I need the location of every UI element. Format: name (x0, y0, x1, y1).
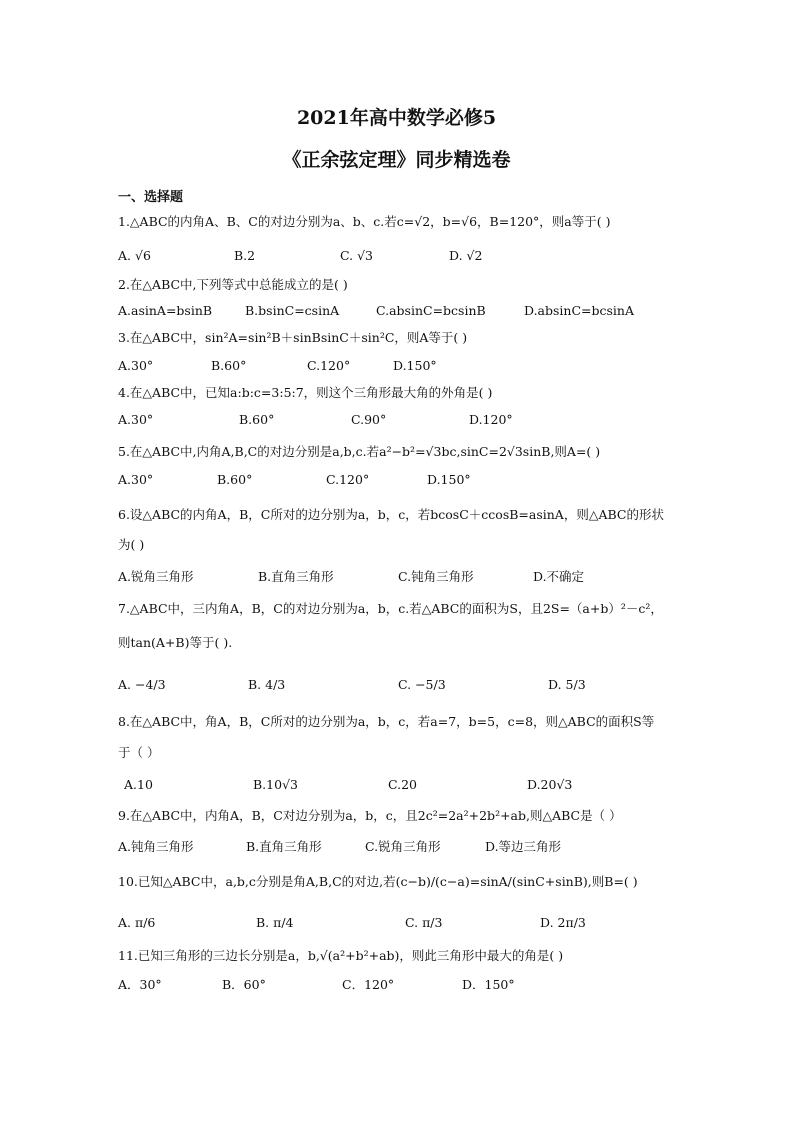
question-2-option-d: D.absinC=bcsinA (524, 303, 634, 318)
question-7-stem: 7.△ABC中，三内角A，B，C的对边分别为a，b，c.若△ABC的面积为S，且2S=（a+b）²－c²， (118, 601, 663, 616)
question-7-option-c: C. −5/3 (398, 677, 446, 692)
question-7-option-d: D. 5/3 (548, 677, 586, 692)
question-1-stem: 1.△ABC的内角A、B、C的对边分别为a、b、c.若c=√2，b=√6，B=120°，则a等于( ) (118, 214, 611, 229)
question-11-stem: 11.已知三角形的三边长分别是a，b,√(a²+b²+ab)，则此三角形中最大的角是( ) (118, 948, 564, 963)
question-5-option-b: B.60° (217, 472, 253, 487)
question-6-stem: 6.设△ABC的内角A，B，C所对的边分别为a，b，c，若bcosC＋ccosB=asinA，则△ABC的形状 (118, 507, 664, 522)
question-10-option-d: D. 2π/3 (540, 915, 586, 930)
question-11-option-a: A．30° (118, 977, 162, 992)
section-heading: 一、选择题 (118, 190, 184, 205)
question-3-stem: 3.在△ABC中，sin²A=sin²B＋sinBsinC＋sin²C，则A等于( ) (118, 330, 468, 345)
question-6-option-b: B.直角三角形 (258, 569, 334, 584)
question-8-option-a: A.10 (124, 777, 153, 792)
question-9-option-b: B.直角三角形 (246, 839, 322, 854)
question-9-option-c: C.锐角三角形 (365, 839, 441, 854)
question-4-option-c: C.90° (351, 412, 387, 427)
question-7-option-a: A. −4/3 (118, 677, 166, 692)
question-4-option-a: A.30° (118, 412, 154, 427)
question-3-option-d: D.150° (393, 358, 437, 373)
question-4-option-b: B.60° (239, 412, 275, 427)
question-11-option-b: B．60° (222, 977, 266, 992)
question-1-option-a: A. √6 (118, 248, 151, 263)
question-9-stem: 9.在△ABC中，内角A，B，C对边分别为a，b，c，且2c²=2a²+2b²+ab,则△ABC是（ ） (118, 808, 622, 823)
question-9-option-d: D.等边三角形 (485, 839, 562, 854)
question-1-option-b: B.2 (234, 248, 256, 263)
question-4-option-d: D.120° (469, 412, 513, 427)
question-5-option-a: A.30° (118, 472, 154, 487)
question-2-option-a: A.asinA=bsinB (118, 303, 213, 318)
question-10-option-a: A. π/6 (118, 915, 156, 930)
question-11-option-d: D．150° (462, 977, 515, 992)
question-10-stem: 10.已知△ABC中，a,b,c分别是角A,B,C的对边,若(c−b)/(c−a)=sinA/(sinC+sinB),则B=( ) (118, 874, 638, 889)
question-6-option-a: A.锐角三角形 (118, 569, 194, 584)
question-3-option-b: B.60° (211, 358, 247, 373)
question-4-stem: 4.在△ABC中，已知a:b:c=3:5:7，则这个三角形最大角的外角是( ) (118, 385, 493, 400)
document-subtitle: 《正余弦定理》同步精选卷 (282, 149, 511, 171)
question-6-option-d: D.不确定 (533, 569, 585, 584)
question-5-option-c: C.120° (326, 472, 370, 487)
question-8-option-d: D.20√3 (527, 777, 573, 792)
question-1-option-d: D. √2 (449, 248, 483, 263)
question-8-stem-continued: 于（ ） (118, 745, 160, 760)
question-8-option-b: B.10√3 (253, 777, 298, 792)
question-2-option-b: B.bsinC=csinA (245, 303, 340, 318)
question-3-option-c: C.120° (307, 358, 351, 373)
question-2-stem: 2.在△ABC中,下列等式中总能成立的是( ) (118, 277, 348, 292)
question-10-option-c: C. π/3 (405, 915, 443, 930)
question-1-option-c: C. √3 (340, 248, 373, 263)
question-10-option-b: B. π/4 (256, 915, 294, 930)
question-6-stem-continued: 为( ) (118, 537, 145, 552)
document-title: 2021年高中数学必修5 (296, 107, 497, 129)
question-8-stem: 8.在△ABC中，角A，B，C所对的边分别为a，b，c，若a=7，b=5，c=8，则△ABC的面积S等 (118, 714, 655, 729)
question-5-stem: 5.在△ABC中,内角A,B,C的对边分别是a,b,c.若a²−b²=√3bc,sinC=2√3sinB,则A=( ) (118, 444, 601, 459)
question-8-option-c: C.20 (388, 777, 417, 792)
question-3-option-a: A.30° (118, 358, 154, 373)
question-11-option-c: C．120° (342, 977, 395, 992)
question-2-option-c: C.absinC=bcsinB (376, 303, 486, 318)
question-7-option-b: B. 4/3 (248, 677, 286, 692)
question-6-option-c: C.钝角三角形 (398, 569, 474, 584)
question-5-option-d: D.150° (427, 472, 471, 487)
question-9-option-a: A.钝角三角形 (118, 839, 194, 854)
question-7-stem-continued: 则tan(A+B)等于( ). (118, 635, 233, 650)
